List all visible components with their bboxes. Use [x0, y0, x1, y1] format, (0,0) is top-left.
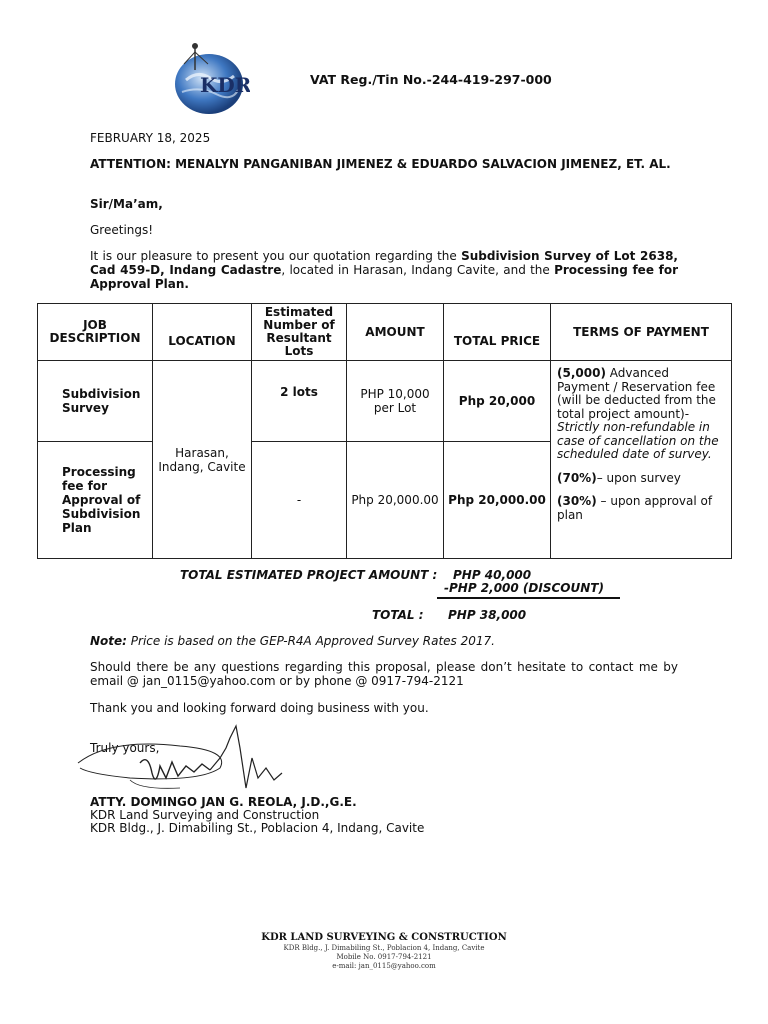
closing-truly-yours: Truly yours, — [90, 741, 160, 755]
letter-date: FEBRUARY 18, 2025 — [90, 131, 211, 145]
row2-amount: Php 20,000.00 — [347, 442, 444, 559]
estimated-total-value: PHP 40,000 — [453, 568, 532, 582]
header-total-price: TOTAL PRICE — [444, 304, 551, 361]
location-cell: Harasan, Indang, Cavite — [153, 361, 252, 559]
row1-amount: PHP 10,000 per Lot — [347, 361, 444, 442]
header-lots: Estimated Number of Resultant Lots — [252, 304, 347, 361]
header-terms: TERMS OF PAYMENT — [551, 304, 732, 361]
greeting: Greetings! — [90, 223, 154, 237]
row2-lots: - — [252, 442, 347, 559]
total-label: TOTAL : — [372, 608, 424, 622]
signatory-company: KDR Land Surveying and Construction — [90, 808, 320, 822]
signatory-address: KDR Bldg., J. Dimabiling St., Poblacion 4, Indang, Cavite — [90, 821, 425, 835]
signatory-name: ATTY. DOMINGO JAN G. REOLA, J.D.,G.E. — [90, 795, 357, 809]
footer-address: KDR Bldg., J. Dimabiling St., Poblacion 4, Indang, Cavite — [283, 944, 485, 952]
contact-paragraph: Should there be any questions regarding this proposal, please don’t hesitate to contact me by email @ jan_0115@yahoo.com or by phone @ 0917-794-2121 — [90, 660, 678, 688]
company-logo — [168, 40, 250, 116]
intro-paragraph: It is our pleasure to present you our quotation regarding the Subdivision Survey of Lot 2638, Cad 459-D, Indang Cadastre, located in Harasan, Indang Cavite, and the Processing fee for Approval Plan. — [90, 249, 678, 291]
row2-job: Processing fee for Approval of Subdivision Plan — [38, 442, 153, 559]
salutation: Sir/Ma’am, — [90, 197, 163, 211]
attention-line: ATTENTION: MENALYN PANGANIBAN JIMENEZ & EDUARDO SALVACION JIMENEZ, ET. AL. — [90, 157, 671, 171]
row1-total: Php 20,000 — [444, 361, 551, 442]
header-location: LOCATION — [153, 304, 252, 361]
estimated-total-label: TOTAL ESTIMATED PROJECT AMOUNT : — [180, 568, 438, 582]
footer-email: e-mail: jan_0115@yahoo.com — [332, 962, 436, 970]
svg-text:KDR: KDR — [200, 73, 250, 97]
row1-lots: 2 lots — [252, 361, 347, 442]
footer-company: KDR LAND SURVEYING & CONSTRUCTION — [261, 932, 507, 943]
total-underline — [437, 597, 620, 599]
discount-line: -PHP 2,000 (DISCOUNT) — [444, 581, 604, 595]
price-note: Note: Price is based on the GEP-R4A Approved Survey Rates 2017. — [90, 634, 495, 648]
vat-tin-number: VAT Reg./Tin No.-244-419-297-000 — [310, 72, 552, 87]
row2-total: Php 20,000.00 — [444, 442, 551, 559]
header-job-description: JOB DESCRIPTION — [38, 304, 153, 361]
quotation-table — [37, 303, 732, 559]
table-row — [38, 361, 732, 442]
header-amount: AMOUNT — [347, 304, 444, 361]
thanks-line: Thank you and looking forward doing business with you. — [90, 701, 429, 715]
row1-job: Subdivision Survey — [38, 361, 153, 442]
table-header-row — [38, 304, 732, 361]
footer-mobile: Mobile No. 0917-794-2121 — [336, 953, 432, 961]
terms-of-payment-cell: (5,000) Advanced Payment / Reservation fee (will be deducted from the total project amount)- Strictly non-refundable in case of cancellation on the scheduled date of survey. (70%)– upon survey (30%) – upon approval of plan — [551, 361, 732, 559]
total-value: PHP 38,000 — [448, 608, 527, 622]
